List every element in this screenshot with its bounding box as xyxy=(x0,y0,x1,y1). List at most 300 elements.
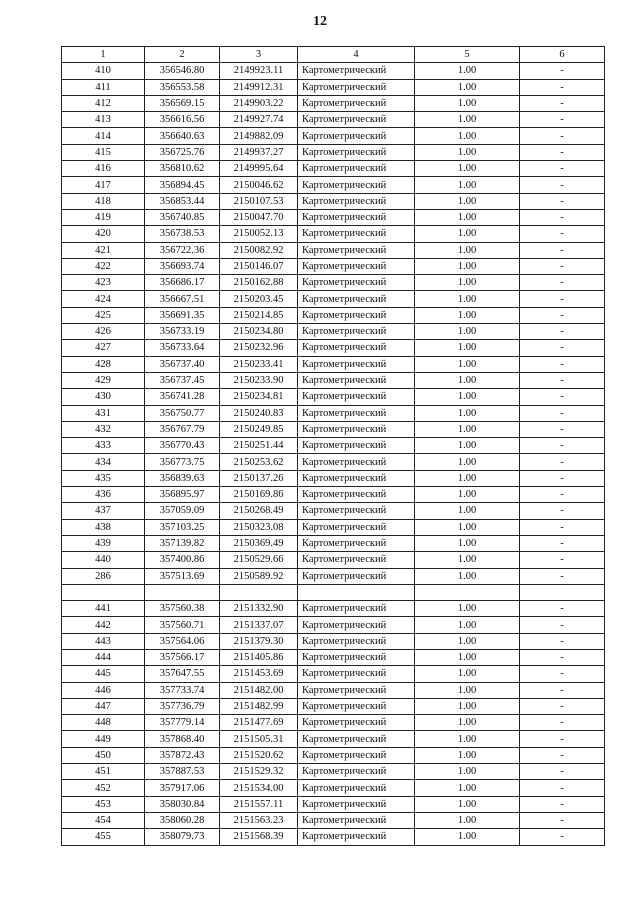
note-cell: - xyxy=(520,79,605,95)
point-number-cell: 430 xyxy=(62,389,145,405)
point-number-cell: 431 xyxy=(62,405,145,421)
point-number-cell: 455 xyxy=(62,829,145,845)
column-header: 6 xyxy=(520,47,605,63)
point-number-cell: 448 xyxy=(62,715,145,731)
note-cell: - xyxy=(520,128,605,144)
method-cell: Картометрический xyxy=(298,715,415,731)
accuracy-cell: 1.00 xyxy=(415,161,520,177)
method-cell: Картометрический xyxy=(298,63,415,79)
empty-cell xyxy=(415,584,520,600)
table-row xyxy=(62,242,605,258)
note-cell: - xyxy=(520,470,605,486)
y-coordinate-cell: 2150240.83 xyxy=(220,405,298,421)
accuracy-cell: 1.00 xyxy=(415,731,520,747)
note-cell: - xyxy=(520,487,605,503)
accuracy-cell: 1.00 xyxy=(415,405,520,421)
method-cell: Картометрический xyxy=(298,340,415,356)
note-cell: - xyxy=(520,503,605,519)
point-number-cell: 453 xyxy=(62,796,145,812)
y-coordinate-cell: 2150082.92 xyxy=(220,242,298,258)
point-number-cell: 454 xyxy=(62,812,145,828)
point-number-cell: 434 xyxy=(62,454,145,470)
x-coordinate-cell: 357560.71 xyxy=(145,617,220,633)
y-coordinate-cell: 2150233.41 xyxy=(220,356,298,372)
table-body xyxy=(62,63,605,845)
accuracy-cell: 1.00 xyxy=(415,698,520,714)
table-row xyxy=(62,438,605,454)
note-cell: - xyxy=(520,291,605,307)
coordinates-table xyxy=(61,46,605,846)
accuracy-cell: 1.00 xyxy=(415,812,520,828)
note-cell: - xyxy=(520,356,605,372)
note-cell: - xyxy=(520,454,605,470)
x-coordinate-cell: 357887.53 xyxy=(145,764,220,780)
table-row xyxy=(62,454,605,470)
method-cell: Картометрический xyxy=(298,291,415,307)
note-cell: - xyxy=(520,389,605,405)
point-number-cell: 437 xyxy=(62,503,145,519)
table-row xyxy=(62,487,605,503)
note-cell: - xyxy=(520,177,605,193)
note-cell: - xyxy=(520,764,605,780)
accuracy-cell: 1.00 xyxy=(415,324,520,340)
point-number-cell: 438 xyxy=(62,519,145,535)
table-row xyxy=(62,715,605,731)
method-cell: Картометрический xyxy=(298,519,415,535)
method-cell: Картометрический xyxy=(298,405,415,421)
accuracy-cell: 1.00 xyxy=(415,438,520,454)
point-number-cell: 451 xyxy=(62,764,145,780)
y-coordinate-cell: 2150249.85 xyxy=(220,421,298,437)
point-number-cell: 424 xyxy=(62,291,145,307)
method-cell: Картометрический xyxy=(298,601,415,617)
note-cell: - xyxy=(520,340,605,356)
y-coordinate-cell: 2150052.13 xyxy=(220,226,298,242)
table-row xyxy=(62,731,605,747)
x-coordinate-cell: 357400.86 xyxy=(145,552,220,568)
method-cell: Картометрический xyxy=(298,112,415,128)
y-coordinate-cell: 2150233.90 xyxy=(220,372,298,388)
note-cell: - xyxy=(520,698,605,714)
y-coordinate-cell: 2150253.62 xyxy=(220,454,298,470)
page-number: 12 xyxy=(313,14,327,29)
y-coordinate-cell: 2150146.07 xyxy=(220,258,298,274)
accuracy-cell: 1.00 xyxy=(415,454,520,470)
x-coordinate-cell: 357566.17 xyxy=(145,649,220,665)
empty-cell xyxy=(520,584,605,600)
accuracy-cell: 1.00 xyxy=(415,340,520,356)
accuracy-cell: 1.00 xyxy=(415,552,520,568)
table-row xyxy=(62,682,605,698)
x-coordinate-cell: 356667.51 xyxy=(145,291,220,307)
x-coordinate-cell: 356770.43 xyxy=(145,438,220,454)
point-number-cell: 427 xyxy=(62,340,145,356)
point-number-cell: 440 xyxy=(62,552,145,568)
y-coordinate-cell: 2151405.86 xyxy=(220,649,298,665)
x-coordinate-cell: 356853.44 xyxy=(145,193,220,209)
table-row xyxy=(62,535,605,551)
x-coordinate-cell: 357917.06 xyxy=(145,780,220,796)
table-row xyxy=(62,503,605,519)
x-coordinate-cell: 357733.74 xyxy=(145,682,220,698)
method-cell: Картометрический xyxy=(298,552,415,568)
point-number-cell: 425 xyxy=(62,307,145,323)
table-row xyxy=(62,356,605,372)
point-number-cell: 444 xyxy=(62,649,145,665)
point-number-cell: 452 xyxy=(62,780,145,796)
method-cell: Картометрический xyxy=(298,470,415,486)
accuracy-cell: 1.00 xyxy=(415,715,520,731)
point-number-cell: 412 xyxy=(62,95,145,111)
table-row xyxy=(62,63,605,79)
accuracy-cell: 1.00 xyxy=(415,666,520,682)
accuracy-cell: 1.00 xyxy=(415,112,520,128)
note-cell: - xyxy=(520,552,605,568)
x-coordinate-cell: 356725.76 xyxy=(145,144,220,160)
y-coordinate-cell: 2149882.09 xyxy=(220,128,298,144)
y-coordinate-cell: 2150203.45 xyxy=(220,291,298,307)
x-coordinate-cell: 356693.74 xyxy=(145,258,220,274)
point-number-cell: 422 xyxy=(62,258,145,274)
table-row xyxy=(62,617,605,633)
x-coordinate-cell: 357560.38 xyxy=(145,601,220,617)
y-coordinate-cell: 2151557.11 xyxy=(220,796,298,812)
method-cell: Картометрический xyxy=(298,633,415,649)
point-number-cell: 417 xyxy=(62,177,145,193)
x-coordinate-cell: 356722.36 xyxy=(145,242,220,258)
y-coordinate-cell: 2151505.31 xyxy=(220,731,298,747)
accuracy-cell: 1.00 xyxy=(415,829,520,845)
table-row xyxy=(62,193,605,209)
table-row xyxy=(62,666,605,682)
note-cell: - xyxy=(520,324,605,340)
accuracy-cell: 1.00 xyxy=(415,780,520,796)
y-coordinate-cell: 2151520.62 xyxy=(220,747,298,763)
method-cell: Картометрический xyxy=(298,242,415,258)
method-cell: Картометрический xyxy=(298,796,415,812)
point-number-cell: 421 xyxy=(62,242,145,258)
table-row xyxy=(62,812,605,828)
x-coordinate-cell: 356767.79 xyxy=(145,421,220,437)
point-number-cell: 419 xyxy=(62,209,145,225)
x-coordinate-cell: 356738.53 xyxy=(145,226,220,242)
table-row xyxy=(62,209,605,225)
method-cell: Картометрический xyxy=(298,258,415,274)
method-cell: Картометрический xyxy=(298,144,415,160)
method-cell: Картометрический xyxy=(298,275,415,291)
note-cell: - xyxy=(520,372,605,388)
point-number-cell: 428 xyxy=(62,356,145,372)
note-cell: - xyxy=(520,649,605,665)
accuracy-cell: 1.00 xyxy=(415,601,520,617)
table-row xyxy=(62,128,605,144)
y-coordinate-cell: 2151568.39 xyxy=(220,829,298,845)
point-number-cell: 415 xyxy=(62,144,145,160)
x-coordinate-cell: 356733.19 xyxy=(145,324,220,340)
y-coordinate-cell: 2150169.86 xyxy=(220,487,298,503)
note-cell: - xyxy=(520,666,605,682)
note-cell: - xyxy=(520,307,605,323)
x-coordinate-cell: 356839.63 xyxy=(145,470,220,486)
table-row xyxy=(62,226,605,242)
empty-cell xyxy=(220,584,298,600)
method-cell: Картометрический xyxy=(298,617,415,633)
method-cell: Картометрический xyxy=(298,682,415,698)
x-coordinate-cell: 357513.69 xyxy=(145,568,220,584)
table-row xyxy=(62,372,605,388)
table-row xyxy=(62,307,605,323)
point-number-cell: 410 xyxy=(62,63,145,79)
note-cell: - xyxy=(520,144,605,160)
x-coordinate-cell: 357779.14 xyxy=(145,715,220,731)
y-coordinate-cell: 2150529.66 xyxy=(220,552,298,568)
x-coordinate-cell: 357103.25 xyxy=(145,519,220,535)
y-coordinate-cell: 2150234.81 xyxy=(220,389,298,405)
x-coordinate-cell: 356737.40 xyxy=(145,356,220,372)
point-number-cell: 420 xyxy=(62,226,145,242)
note-cell: - xyxy=(520,731,605,747)
x-coordinate-cell: 357868.40 xyxy=(145,731,220,747)
method-cell: Картометрический xyxy=(298,649,415,665)
accuracy-cell: 1.00 xyxy=(415,649,520,665)
note-cell: - xyxy=(520,421,605,437)
point-number-cell: 429 xyxy=(62,372,145,388)
note-cell: - xyxy=(520,568,605,584)
x-coordinate-cell: 356686.17 xyxy=(145,275,220,291)
y-coordinate-cell: 2150137.26 xyxy=(220,470,298,486)
note-cell: - xyxy=(520,242,605,258)
point-number-cell: 432 xyxy=(62,421,145,437)
point-number-cell: 418 xyxy=(62,193,145,209)
x-coordinate-cell: 357564.06 xyxy=(145,633,220,649)
note-cell: - xyxy=(520,112,605,128)
y-coordinate-cell: 2151534.00 xyxy=(220,780,298,796)
method-cell: Картометрический xyxy=(298,666,415,682)
y-coordinate-cell: 2151477.69 xyxy=(220,715,298,731)
table-row xyxy=(62,340,605,356)
x-coordinate-cell: 356569.15 xyxy=(145,95,220,111)
note-cell: - xyxy=(520,275,605,291)
x-coordinate-cell: 356741.28 xyxy=(145,389,220,405)
accuracy-cell: 1.00 xyxy=(415,291,520,307)
note-cell: - xyxy=(520,715,605,731)
method-cell: Картометрический xyxy=(298,161,415,177)
method-cell: Картометрический xyxy=(298,438,415,454)
method-cell: Картометрический xyxy=(298,209,415,225)
empty-cell xyxy=(62,584,145,600)
method-cell: Картометрический xyxy=(298,79,415,95)
point-number-cell: 445 xyxy=(62,666,145,682)
y-coordinate-cell: 2151482.99 xyxy=(220,698,298,714)
note-cell: - xyxy=(520,226,605,242)
accuracy-cell: 1.00 xyxy=(415,682,520,698)
note-cell: - xyxy=(520,193,605,209)
y-coordinate-cell: 2151482.00 xyxy=(220,682,298,698)
y-coordinate-cell: 2151379.30 xyxy=(220,633,298,649)
table-row xyxy=(62,796,605,812)
x-coordinate-cell: 356553.58 xyxy=(145,79,220,95)
table-row xyxy=(62,552,605,568)
method-cell: Картометрический xyxy=(298,356,415,372)
x-coordinate-cell: 357872.43 xyxy=(145,747,220,763)
note-cell: - xyxy=(520,682,605,698)
method-cell: Картометрический xyxy=(298,226,415,242)
note-cell: - xyxy=(520,438,605,454)
method-cell: Картометрический xyxy=(298,731,415,747)
accuracy-cell: 1.00 xyxy=(415,193,520,209)
table-row xyxy=(62,747,605,763)
point-number-cell: 449 xyxy=(62,731,145,747)
x-coordinate-cell: 358079.73 xyxy=(145,829,220,845)
x-coordinate-cell: 358060.28 xyxy=(145,812,220,828)
table-row xyxy=(62,421,605,437)
table-row xyxy=(62,519,605,535)
x-coordinate-cell: 356895.97 xyxy=(145,487,220,503)
point-number-cell: 416 xyxy=(62,161,145,177)
table-row xyxy=(62,764,605,780)
accuracy-cell: 1.00 xyxy=(415,144,520,160)
accuracy-cell: 1.00 xyxy=(415,95,520,111)
y-coordinate-cell: 2150046.62 xyxy=(220,177,298,193)
table-row xyxy=(62,161,605,177)
empty-cell xyxy=(145,584,220,600)
point-number-cell: 443 xyxy=(62,633,145,649)
y-coordinate-cell: 2150162.88 xyxy=(220,275,298,291)
method-cell: Картометрический xyxy=(298,829,415,845)
x-coordinate-cell: 357736.79 xyxy=(145,698,220,714)
accuracy-cell: 1.00 xyxy=(415,79,520,95)
point-number-cell: 446 xyxy=(62,682,145,698)
x-coordinate-cell: 356737.45 xyxy=(145,372,220,388)
y-coordinate-cell: 2150589.92 xyxy=(220,568,298,584)
accuracy-cell: 1.00 xyxy=(415,796,520,812)
point-number-cell: 439 xyxy=(62,535,145,551)
y-coordinate-cell: 2151332.90 xyxy=(220,601,298,617)
y-coordinate-cell: 2151337.07 xyxy=(220,617,298,633)
accuracy-cell: 1.00 xyxy=(415,487,520,503)
accuracy-cell: 1.00 xyxy=(415,177,520,193)
table-row xyxy=(62,829,605,845)
y-coordinate-cell: 2150268.49 xyxy=(220,503,298,519)
note-cell: - xyxy=(520,258,605,274)
method-cell: Картометрический xyxy=(298,503,415,519)
x-coordinate-cell: 356640.63 xyxy=(145,128,220,144)
method-cell: Картометрический xyxy=(298,812,415,828)
y-coordinate-cell: 2150047.70 xyxy=(220,209,298,225)
accuracy-cell: 1.00 xyxy=(415,519,520,535)
y-coordinate-cell: 2150214.85 xyxy=(220,307,298,323)
method-cell: Картометрический xyxy=(298,324,415,340)
method-cell: Картометрический xyxy=(298,487,415,503)
table-row xyxy=(62,649,605,665)
accuracy-cell: 1.00 xyxy=(415,209,520,225)
y-coordinate-cell: 2150234.80 xyxy=(220,324,298,340)
table-row xyxy=(62,275,605,291)
table-row xyxy=(62,389,605,405)
x-coordinate-cell: 356616.56 xyxy=(145,112,220,128)
method-cell: Картометрический xyxy=(298,389,415,405)
table-row xyxy=(62,291,605,307)
accuracy-cell: 1.00 xyxy=(415,633,520,649)
point-number-cell: 414 xyxy=(62,128,145,144)
point-number-cell: 286 xyxy=(62,568,145,584)
x-coordinate-cell: 356750.77 xyxy=(145,405,220,421)
column-header: 4 xyxy=(298,47,415,63)
table-row xyxy=(62,79,605,95)
method-cell: Картометрический xyxy=(298,128,415,144)
method-cell: Картометрический xyxy=(298,307,415,323)
accuracy-cell: 1.00 xyxy=(415,421,520,437)
column-header: 5 xyxy=(415,47,520,63)
y-coordinate-cell: 2151453.69 xyxy=(220,666,298,682)
table-row xyxy=(62,601,605,617)
table-header-row xyxy=(62,47,605,63)
point-number-cell: 450 xyxy=(62,747,145,763)
y-coordinate-cell: 2150107.53 xyxy=(220,193,298,209)
x-coordinate-cell: 357139.82 xyxy=(145,535,220,551)
y-coordinate-cell: 2150232.96 xyxy=(220,340,298,356)
x-coordinate-cell: 356691.35 xyxy=(145,307,220,323)
note-cell: - xyxy=(520,601,605,617)
note-cell: - xyxy=(520,405,605,421)
accuracy-cell: 1.00 xyxy=(415,389,520,405)
x-coordinate-cell: 358030.84 xyxy=(145,796,220,812)
y-coordinate-cell: 2151563.23 xyxy=(220,812,298,828)
table-row xyxy=(62,177,605,193)
y-coordinate-cell: 2149903.22 xyxy=(220,95,298,111)
accuracy-cell: 1.00 xyxy=(415,63,520,79)
table-row xyxy=(62,780,605,796)
accuracy-cell: 1.00 xyxy=(415,258,520,274)
note-cell: - xyxy=(520,780,605,796)
x-coordinate-cell: 356546.80 xyxy=(145,63,220,79)
note-cell: - xyxy=(520,633,605,649)
table-row xyxy=(62,470,605,486)
accuracy-cell: 1.00 xyxy=(415,372,520,388)
x-coordinate-cell: 357059.09 xyxy=(145,503,220,519)
note-cell: - xyxy=(520,796,605,812)
table-row xyxy=(62,258,605,274)
point-number-cell: 426 xyxy=(62,324,145,340)
method-cell: Картометрический xyxy=(298,421,415,437)
y-coordinate-cell: 2149937.27 xyxy=(220,144,298,160)
y-coordinate-cell: 2150323.08 xyxy=(220,519,298,535)
note-cell: - xyxy=(520,829,605,845)
note-cell: - xyxy=(520,161,605,177)
y-coordinate-cell: 2149912.31 xyxy=(220,79,298,95)
x-coordinate-cell: 356810.62 xyxy=(145,161,220,177)
y-coordinate-cell: 2149995.64 xyxy=(220,161,298,177)
y-coordinate-cell: 2149927.74 xyxy=(220,112,298,128)
x-coordinate-cell: 357647.55 xyxy=(145,666,220,682)
column-header: 3 xyxy=(220,47,298,63)
accuracy-cell: 1.00 xyxy=(415,503,520,519)
table-row xyxy=(62,568,605,584)
y-coordinate-cell: 2149923.11 xyxy=(220,63,298,79)
point-number-cell: 442 xyxy=(62,617,145,633)
y-coordinate-cell: 2150251.44 xyxy=(220,438,298,454)
note-cell: - xyxy=(520,617,605,633)
method-cell: Картометрический xyxy=(298,747,415,763)
x-coordinate-cell: 356733.64 xyxy=(145,340,220,356)
table-row xyxy=(62,95,605,111)
method-cell: Картометрический xyxy=(298,95,415,111)
group-separator-row xyxy=(62,584,605,600)
point-number-cell: 447 xyxy=(62,698,145,714)
table-row xyxy=(62,405,605,421)
accuracy-cell: 1.00 xyxy=(415,535,520,551)
note-cell: - xyxy=(520,95,605,111)
